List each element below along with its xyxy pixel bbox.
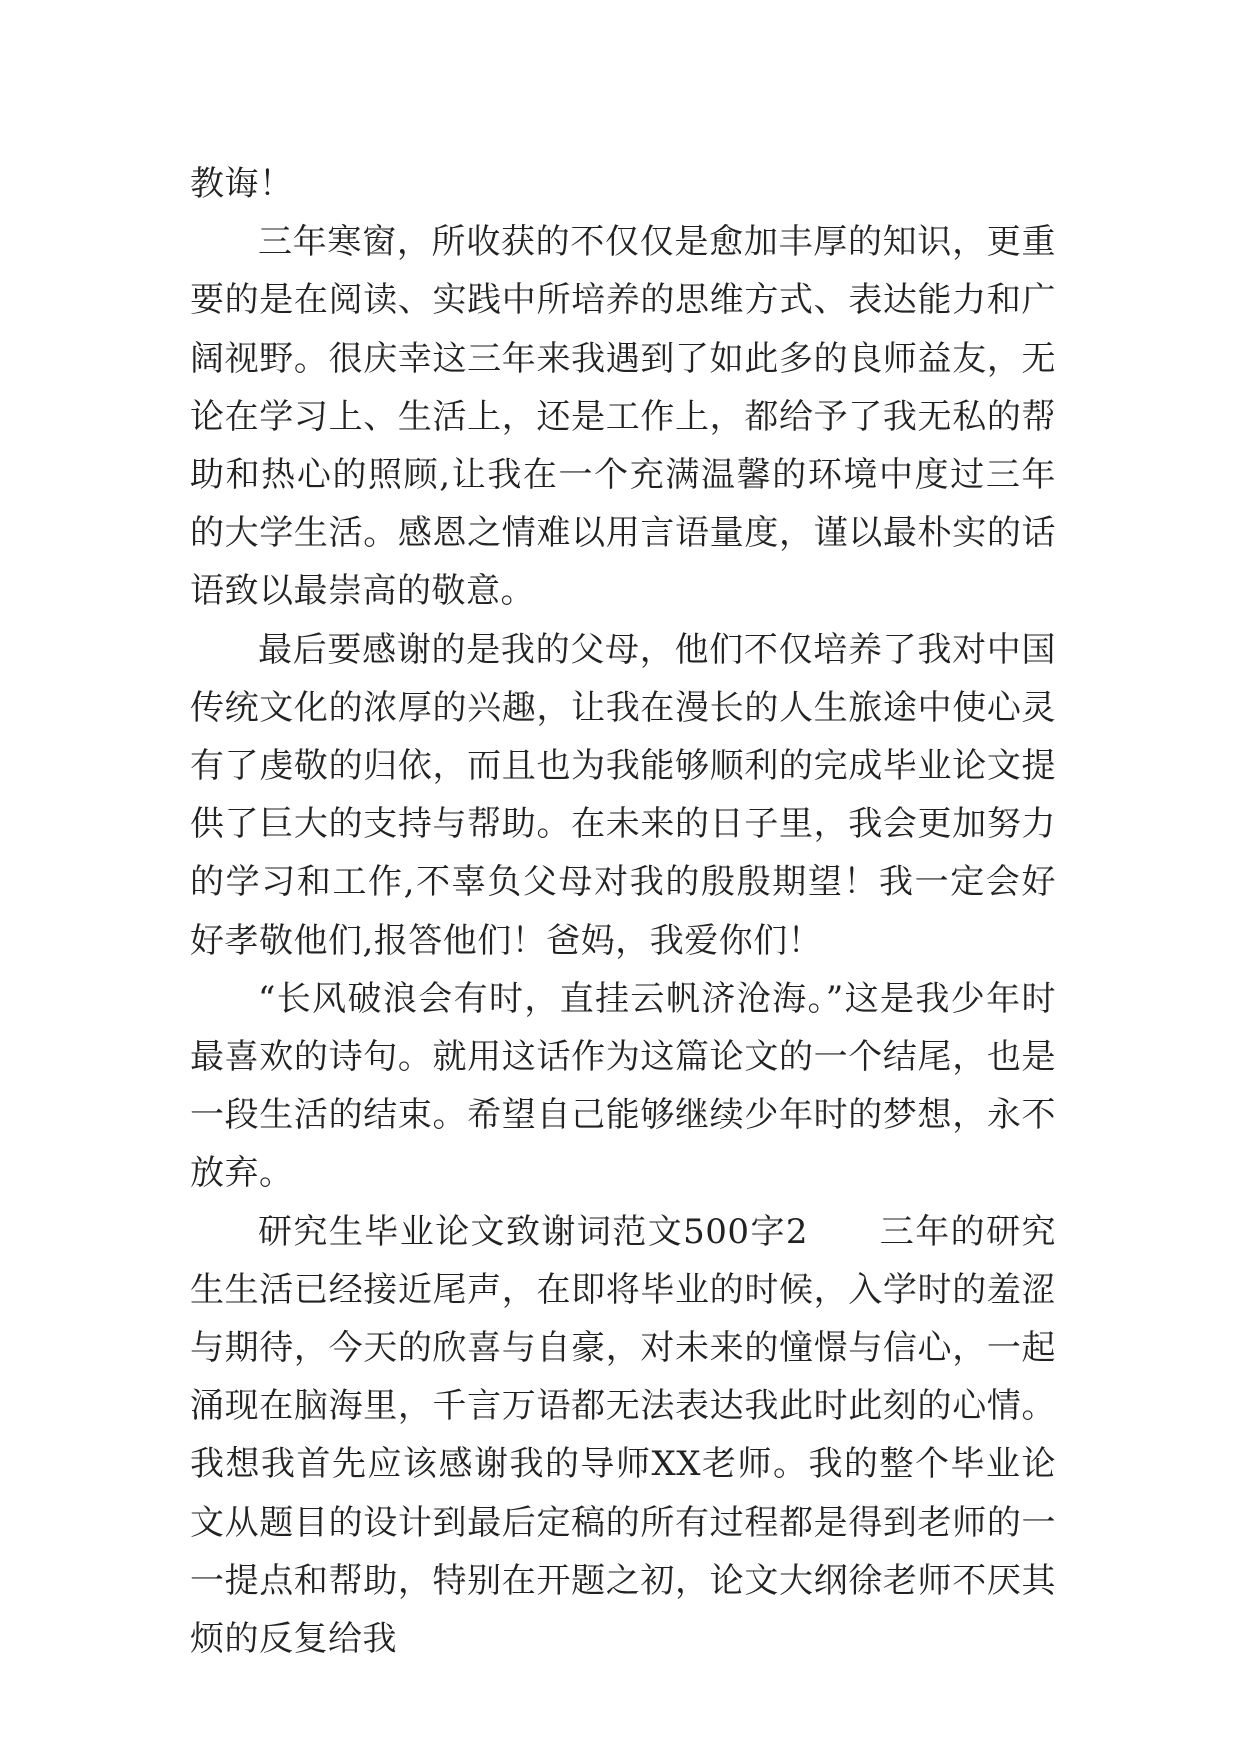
paragraph-gratitude-parents: 最后要感谢的是我的父母，他们不仅培养了我对中国传统文化的浓厚的兴趣，让我在漫长的人生旅途中使心灵有了虔敬的归依，而且也为我能够顺利的完成毕业论文提供了巨大的支持与帮助。在未来的日子里，我会更加努力的学习和工作,不辜负父母对我的殷殷期望！我一定会好好孝敬他们,报答他们！爸妈，我爱你们！ bbox=[190, 629, 1056, 961]
document-body bbox=[190, 155, 1056, 1668]
paragraph-fragment: 教诲！ bbox=[190, 164, 294, 204]
paragraph-poem-closing: “长风破浪会有时，直挂云帆济沧海。”这是我少年时最喜欢的诗句。就用这话作为这篇论文的一个结尾，也是一段生活的结束。希望自己能够继续少年时的梦想，永不放弃。 bbox=[190, 978, 1056, 1194]
paragraph-gratitude-teachers: 三年寒窗，所收获的不仅仅是愈加丰厚的知识，更重要的是在阅读、实践中所培养的思维方式、表达能力和广阔视野。很庆幸这三年来我遇到了如此多的良师益友，无论在学习上、生活上，还是工作上，都给予了我无私的帮助和热心的照顾,让我在一个充满温馨的环境中度过三年的大学生活。感恩之情难以用言语量度，谨以最朴实的话语致以最崇高的敬意。 bbox=[190, 222, 1056, 612]
paragraph-sample-2: 研究生毕业论文致谢词范文500字2 三年的研究生生活已经接近尾声，在即将毕业的时候，入学时的羞涩与期待，今天的欣喜与自豪，对未来的憧憬与信心，一起涌现在脑海里，千言万语都无法表达我此时此刻的心情。我想我首先应该感谢我的导师XX老师。我的整个毕业论文从题目的设计到最后定稿的所有过程都是得到老师的一一提点和帮助，特别在开题之初，论文大纲徐老师不厌其烦的反复给我 bbox=[190, 1211, 1056, 1660]
